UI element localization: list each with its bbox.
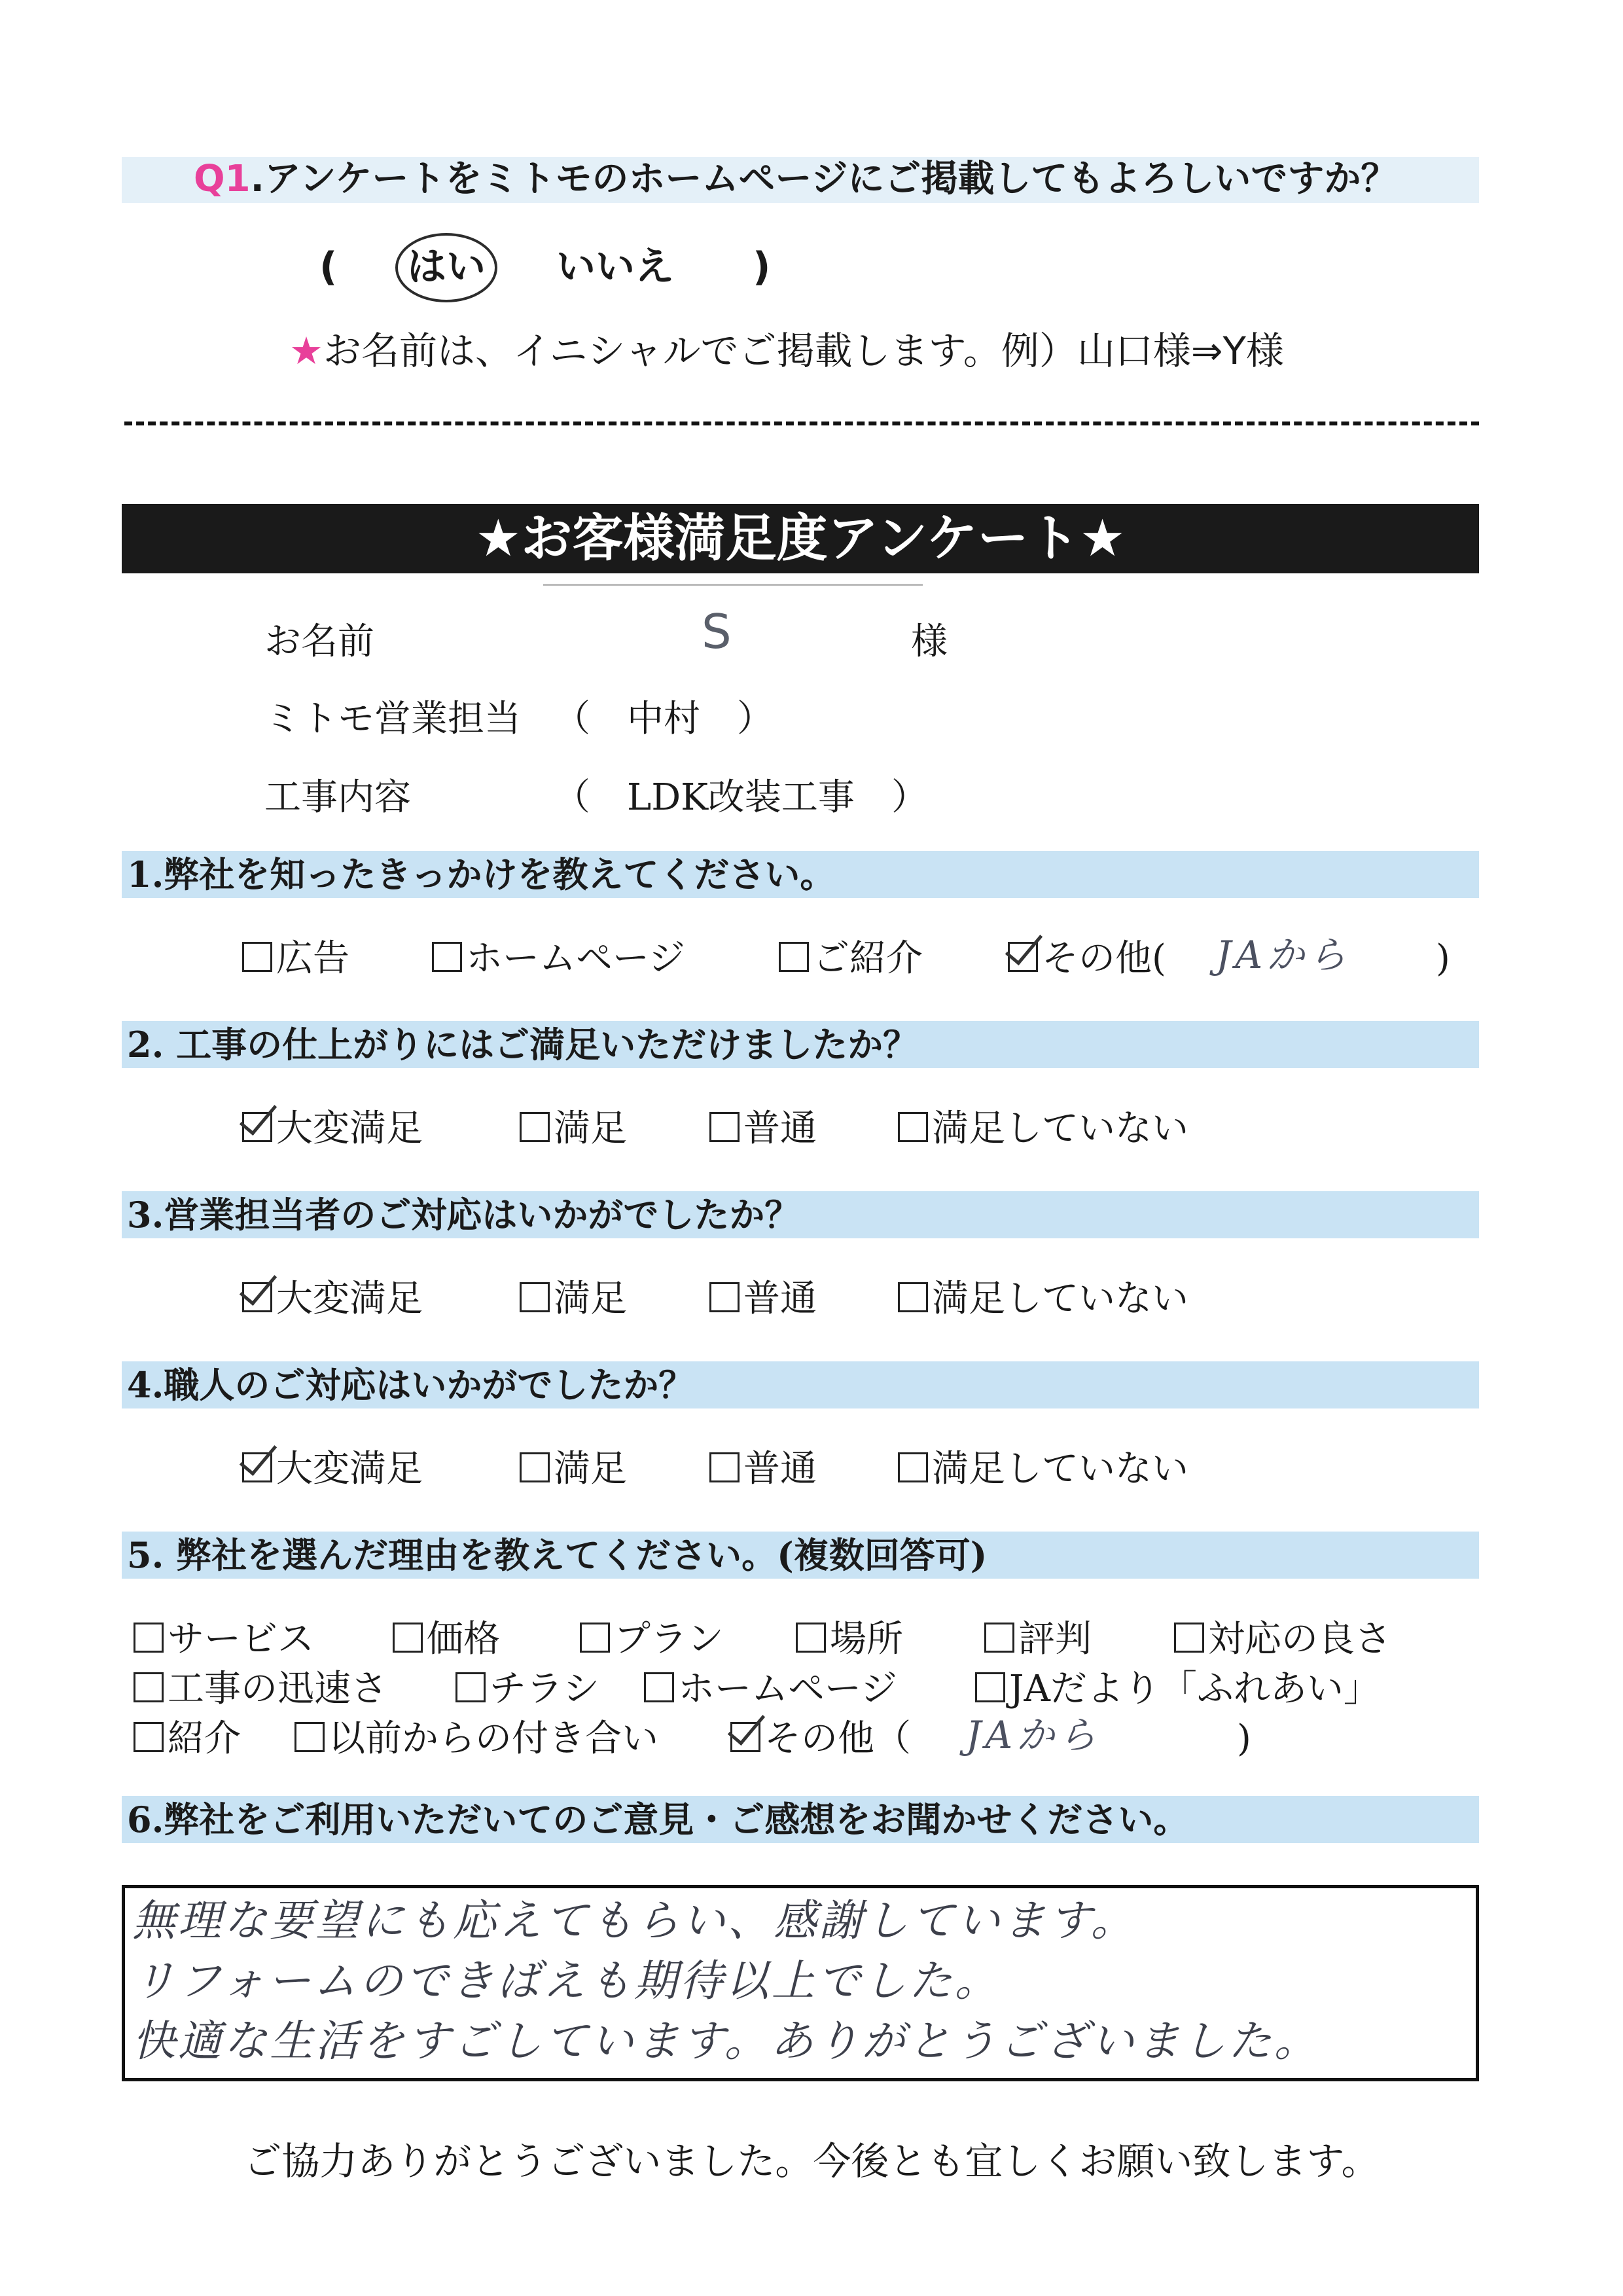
checkbox-icon[interactable] — [898, 1282, 928, 1312]
q4-option-average[interactable] — [709, 1446, 817, 1492]
option-label: 場所 — [830, 1618, 903, 1660]
q1-option-referral[interactable] — [779, 936, 923, 982]
question-3-text: 3.営業担当者のご対応はいかがでしたか？ — [127, 1194, 800, 1236]
q3-option-very-satisfied[interactable] — [242, 1276, 423, 1322]
sales-rep-value: （ 中村 ） — [554, 698, 774, 740]
option-label: 大変満足 — [276, 1448, 423, 1490]
star-icon: ★ — [289, 329, 323, 373]
q2-option-average[interactable] — [709, 1106, 817, 1152]
option-label: 満足していない — [932, 1107, 1188, 1150]
checkbox-icon[interactable] — [520, 1282, 550, 1312]
initials-note-text: お名前は、イニシャルでご掲載します。例）山口様⇒Y様 — [323, 329, 1284, 373]
checkbox-icon[interactable] — [520, 1452, 550, 1482]
option-label: 紹介 — [168, 1717, 241, 1760]
checkbox-icon[interactable] — [644, 1672, 674, 1702]
consent-no-option[interactable]: いいえ — [556, 244, 674, 290]
checkbox-icon[interactable] — [242, 942, 272, 972]
question-4-text: 4.職人のご対応はいかがでしたか？ — [127, 1364, 694, 1406]
consent-question — [194, 156, 1397, 203]
checkbox-icon[interactable] — [796, 1623, 826, 1653]
checkbox-checked-icon[interactable] — [730, 1722, 760, 1752]
option-label: その他( — [1042, 937, 1166, 980]
option-label: 以前からの付き合い — [329, 1717, 658, 1760]
q5-other-field[interactable]: JAから — [966, 1713, 1101, 1757]
comment-line: 無理な要望にも応えてもらい、感謝しています。 — [132, 1895, 1137, 1946]
q1-option-other[interactable] — [1008, 936, 1166, 982]
option-label: 普通 — [743, 1448, 817, 1490]
q3-option-satisfied[interactable] — [520, 1276, 627, 1322]
checkbox-checked-icon[interactable] — [242, 1282, 272, 1312]
checkbox-icon[interactable] — [898, 1112, 928, 1142]
option-label: 普通 — [743, 1107, 817, 1150]
q1-option-homepage[interactable] — [432, 936, 685, 982]
consent-yes-circle — [395, 233, 497, 302]
q4-option-very-satisfied[interactable] — [242, 1446, 423, 1492]
comment-line: 快適な生活をすごしています。ありがとうございました。 — [132, 2016, 1320, 2066]
question-5-text: 5. 弊社を選んだ理由を教えてください。(複数回答可) — [127, 1534, 988, 1576]
option-label: 大変満足 — [276, 1107, 423, 1150]
option-label: ホームページ — [466, 937, 685, 980]
question-6-text: 6.弊社をご利用いただいてのご意見・ご感想をお聞かせください。 — [127, 1799, 1189, 1840]
comment-line: リフォームのできばえも期待以上でした。 — [132, 1956, 1001, 2006]
option-label: 大変満足 — [276, 1278, 423, 1320]
checkbox-icon[interactable] — [580, 1623, 610, 1653]
q5-option-other[interactable] — [730, 1716, 911, 1762]
option-label: 対応の良さ — [1208, 1618, 1391, 1660]
checkbox-icon[interactable] — [134, 1672, 164, 1702]
q2-option-very-satisfied[interactable] — [242, 1106, 423, 1152]
q3-option-not-satisfied[interactable] — [898, 1276, 1188, 1322]
checkbox-icon[interactable] — [393, 1623, 423, 1653]
option-label: 工事の迅速さ — [168, 1668, 387, 1710]
checkbox-icon[interactable] — [779, 942, 809, 972]
option-label: 普通 — [743, 1278, 817, 1320]
option-label: 価格 — [427, 1618, 500, 1660]
initials-note — [289, 325, 1284, 377]
option-label: JAだより「ふれあい」 — [1009, 1668, 1380, 1710]
name-underline — [543, 584, 923, 586]
checkbox-icon[interactable] — [898, 1452, 928, 1482]
name-label: お名前 — [264, 620, 374, 663]
q4-option-satisfied[interactable] — [520, 1446, 627, 1492]
option-label: 満足していない — [932, 1278, 1188, 1320]
checkbox-checked-icon[interactable] — [242, 1452, 272, 1482]
q2-option-satisfied[interactable] — [520, 1106, 627, 1152]
q5-option-service[interactable] — [134, 1617, 314, 1662]
question-1-text: 1.弊社を知ったきっかけを教えてください。 — [127, 853, 836, 895]
checkbox-icon[interactable] — [134, 1722, 164, 1752]
q1-other-close: ) — [1436, 937, 1450, 980]
option-label: その他（ — [764, 1717, 911, 1760]
q5-option-existing-relation[interactable] — [294, 1716, 658, 1762]
q5-option-ja-newsletter[interactable] — [975, 1666, 1380, 1712]
q5-option-speed[interactable] — [134, 1666, 387, 1712]
option-label: チラシ — [490, 1668, 599, 1710]
option-label: 評判 — [1018, 1618, 1092, 1660]
q5-option-referral[interactable] — [134, 1716, 241, 1762]
question-2-text: 2. 工事の仕上がりにはご満足いただけましたか？ — [127, 1024, 919, 1066]
consent-yes-option[interactable]: はい — [407, 244, 486, 290]
q5-option-price[interactable] — [393, 1617, 500, 1662]
q5-option-plan[interactable] — [580, 1617, 724, 1662]
option-label: 満足 — [554, 1278, 627, 1320]
checkbox-icon[interactable] — [432, 942, 462, 972]
q5-other-close: ) — [1237, 1717, 1251, 1760]
option-label: ホームページ — [678, 1668, 897, 1710]
q5-option-flyer[interactable] — [455, 1666, 599, 1712]
q5-option-good-service[interactable] — [1174, 1617, 1391, 1662]
option-label: 広告 — [276, 937, 349, 980]
checkbox-checked-icon[interactable] — [242, 1112, 272, 1142]
checkbox-icon[interactable] — [709, 1282, 740, 1312]
option-label: プラン — [614, 1618, 724, 1660]
checkbox-icon[interactable] — [984, 1623, 1014, 1653]
work-type-value: （ LDK改装工事 ） — [554, 776, 928, 819]
q5-option-location[interactable] — [796, 1617, 903, 1662]
work-type-label: 工事内容 — [264, 776, 411, 819]
consent-paren-close: ) — [753, 244, 771, 290]
checkbox-checked-icon[interactable] — [1008, 942, 1038, 972]
closing-message: ご協力ありがとうございました。今後とも宜しくお願い致します。 — [243, 2139, 1380, 2183]
sales-rep-label: ミトモ営業担当 — [264, 698, 521, 740]
consent-question-tag: Q1 — [194, 158, 251, 200]
option-label: サービス — [168, 1618, 314, 1660]
consent-paren-open: ( — [319, 244, 338, 290]
option-label: 満足していない — [932, 1448, 1188, 1490]
option-label: 満足 — [554, 1107, 627, 1150]
option-label: 満足 — [554, 1448, 627, 1490]
checkbox-icon[interactable] — [1174, 1623, 1204, 1653]
consent-question-text: .アンケートをミトモのホームページにご掲載してもよろしいですか？ — [250, 158, 1398, 200]
q3-option-average[interactable] — [709, 1276, 817, 1322]
checkbox-icon[interactable] — [134, 1623, 164, 1653]
name-field[interactable]: S — [702, 604, 732, 659]
checkbox-icon[interactable] — [294, 1722, 325, 1752]
q1-option-ad[interactable] — [242, 936, 349, 982]
survey-title: ★お客様満足度アンケート★ — [122, 504, 1479, 573]
checkbox-icon[interactable] — [520, 1112, 550, 1142]
cut-line-divider — [124, 422, 1479, 425]
checkbox-icon[interactable] — [455, 1672, 486, 1702]
option-label: ご紹介 — [813, 937, 923, 980]
q5-option-reputation[interactable] — [984, 1617, 1092, 1662]
name-suffix: 様 — [911, 620, 948, 663]
q5-option-homepage[interactable] — [644, 1666, 897, 1712]
checkbox-icon[interactable] — [709, 1452, 740, 1482]
checkbox-icon[interactable] — [975, 1672, 1005, 1702]
q4-option-not-satisfied[interactable] — [898, 1446, 1188, 1492]
checkbox-icon[interactable] — [709, 1112, 740, 1142]
q2-option-not-satisfied[interactable] — [898, 1106, 1188, 1152]
q1-other-field[interactable]: JAから — [1216, 933, 1351, 977]
